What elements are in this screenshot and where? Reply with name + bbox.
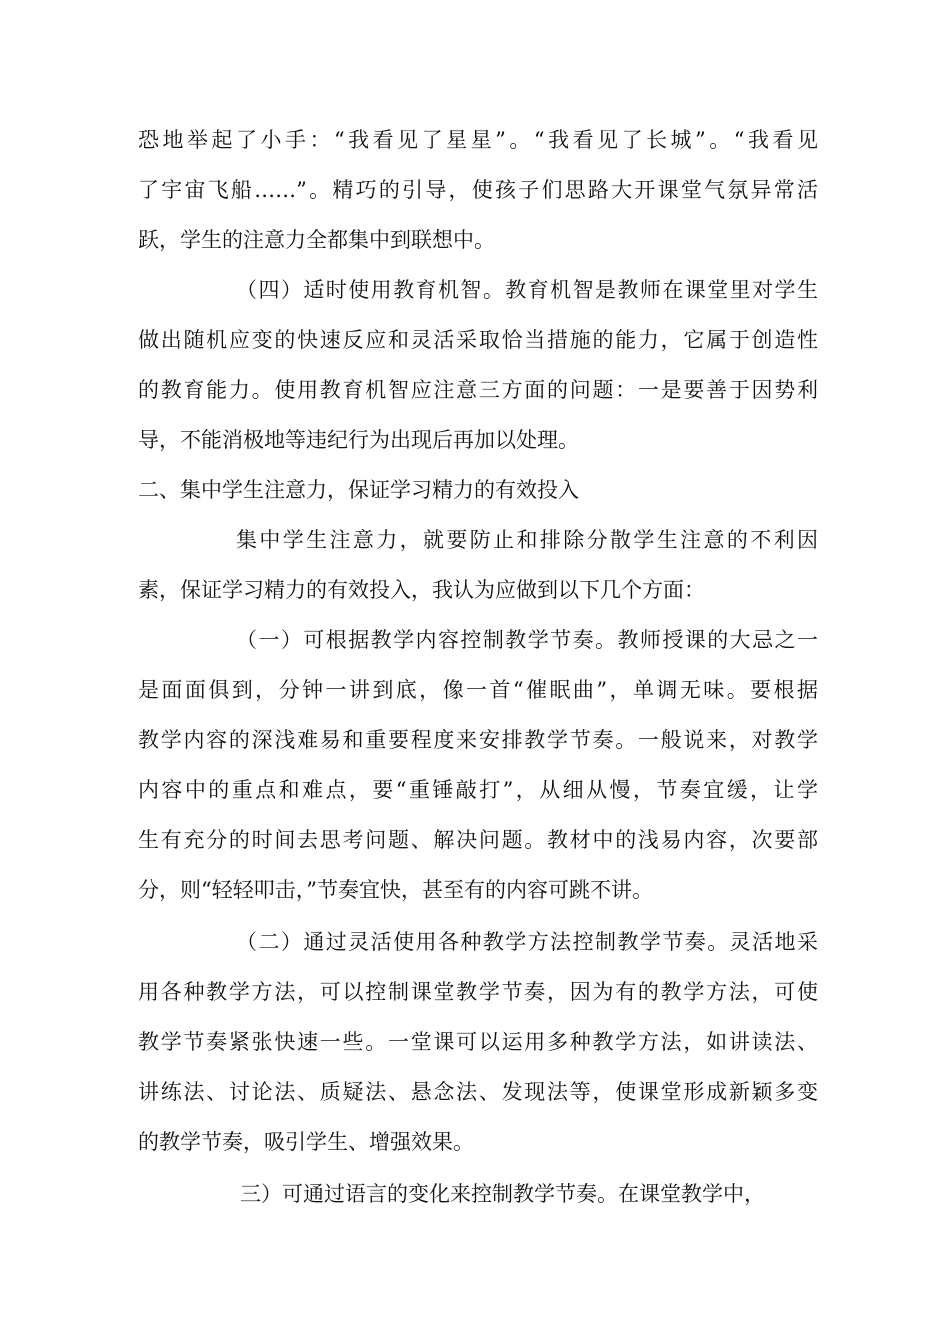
text-line-6: 的教育能力。使用教育机智应注意三方面的问题：一是要善于因势利 xyxy=(138,378,818,402)
text-line-15: 生有充分的时间去思考问题、解决问题。教材中的浅易内容，次要部 xyxy=(138,828,818,852)
text-line-14: 内容中的重点和难点，要“重锤敲打”，从细从慢，节奏宜缓，让学 xyxy=(138,778,818,802)
text-line-5: 做出随机应变的快速反应和灵活采取恰当措施的能力，它属于创造性 xyxy=(138,328,818,352)
text-line-13: 教学内容的深浅难易和重要程度来安排教学节奏。一般说来，对教学 xyxy=(138,728,818,752)
section-heading: 二、集中学生注意力，保证学习精力的有效投入 xyxy=(138,478,579,502)
text-line-16: 分，则“轻轻叩击，”节奏宜快，甚至有的内容可跳不讲。 xyxy=(138,878,653,902)
text-line-10: 素，保证学习精力的有效投入，我认为应做到以下几个方面： xyxy=(138,578,705,602)
text-line-11: （一）可根据教学内容控制教学节奏。教师授课的大忌之一 xyxy=(236,628,818,652)
text-line-12: 是面面俱到，分钟一讲到底，像一首“催眠曲”，单调无味。要根据 xyxy=(138,678,818,702)
text-line-4: （四）适时使用教育机智。教育机智是教师在课堂里对学生 xyxy=(236,278,818,302)
text-line-19: 教学节奏紧张快速一些。一堂课可以运用多种教学方法，如讲读法、 xyxy=(138,1030,818,1054)
text-line-7: 导，不能消极地等违纪行为出现后再加以处理。 xyxy=(138,428,579,452)
text-line-1: 恐地举起了小手：“我看见了星星”。“我看见了长城”。“我看见 xyxy=(138,128,818,152)
text-line-21: 的教学节奏，吸引学生、增强效果。 xyxy=(138,1130,474,1154)
text-line-18: 用各种教学方法，可以控制课堂教学节奏，因为有的教学方法，可使 xyxy=(138,980,818,1004)
text-line-9: 集中学生注意力，就要防止和排除分散学生注意的不利因 xyxy=(236,528,818,552)
text-line-20: 讲练法、讨论法、质疑法、悬念法、发现法等，使课堂形成新颖多变 xyxy=(138,1080,818,1104)
text-line-17: （二）通过灵活使用各种教学方法控制教学节奏。灵活地采 xyxy=(236,930,818,954)
text-line-3: 跃，学生的注意力全都集中到联想中。 xyxy=(138,228,495,252)
text-line-22: 三）可通过语言的变化来控制教学节奏。在课堂教学中， xyxy=(240,1182,765,1206)
text-line-2: 了宇宙飞船……”。精巧的引导，使孩子们思路大开课堂气氛异常活 xyxy=(138,178,818,202)
